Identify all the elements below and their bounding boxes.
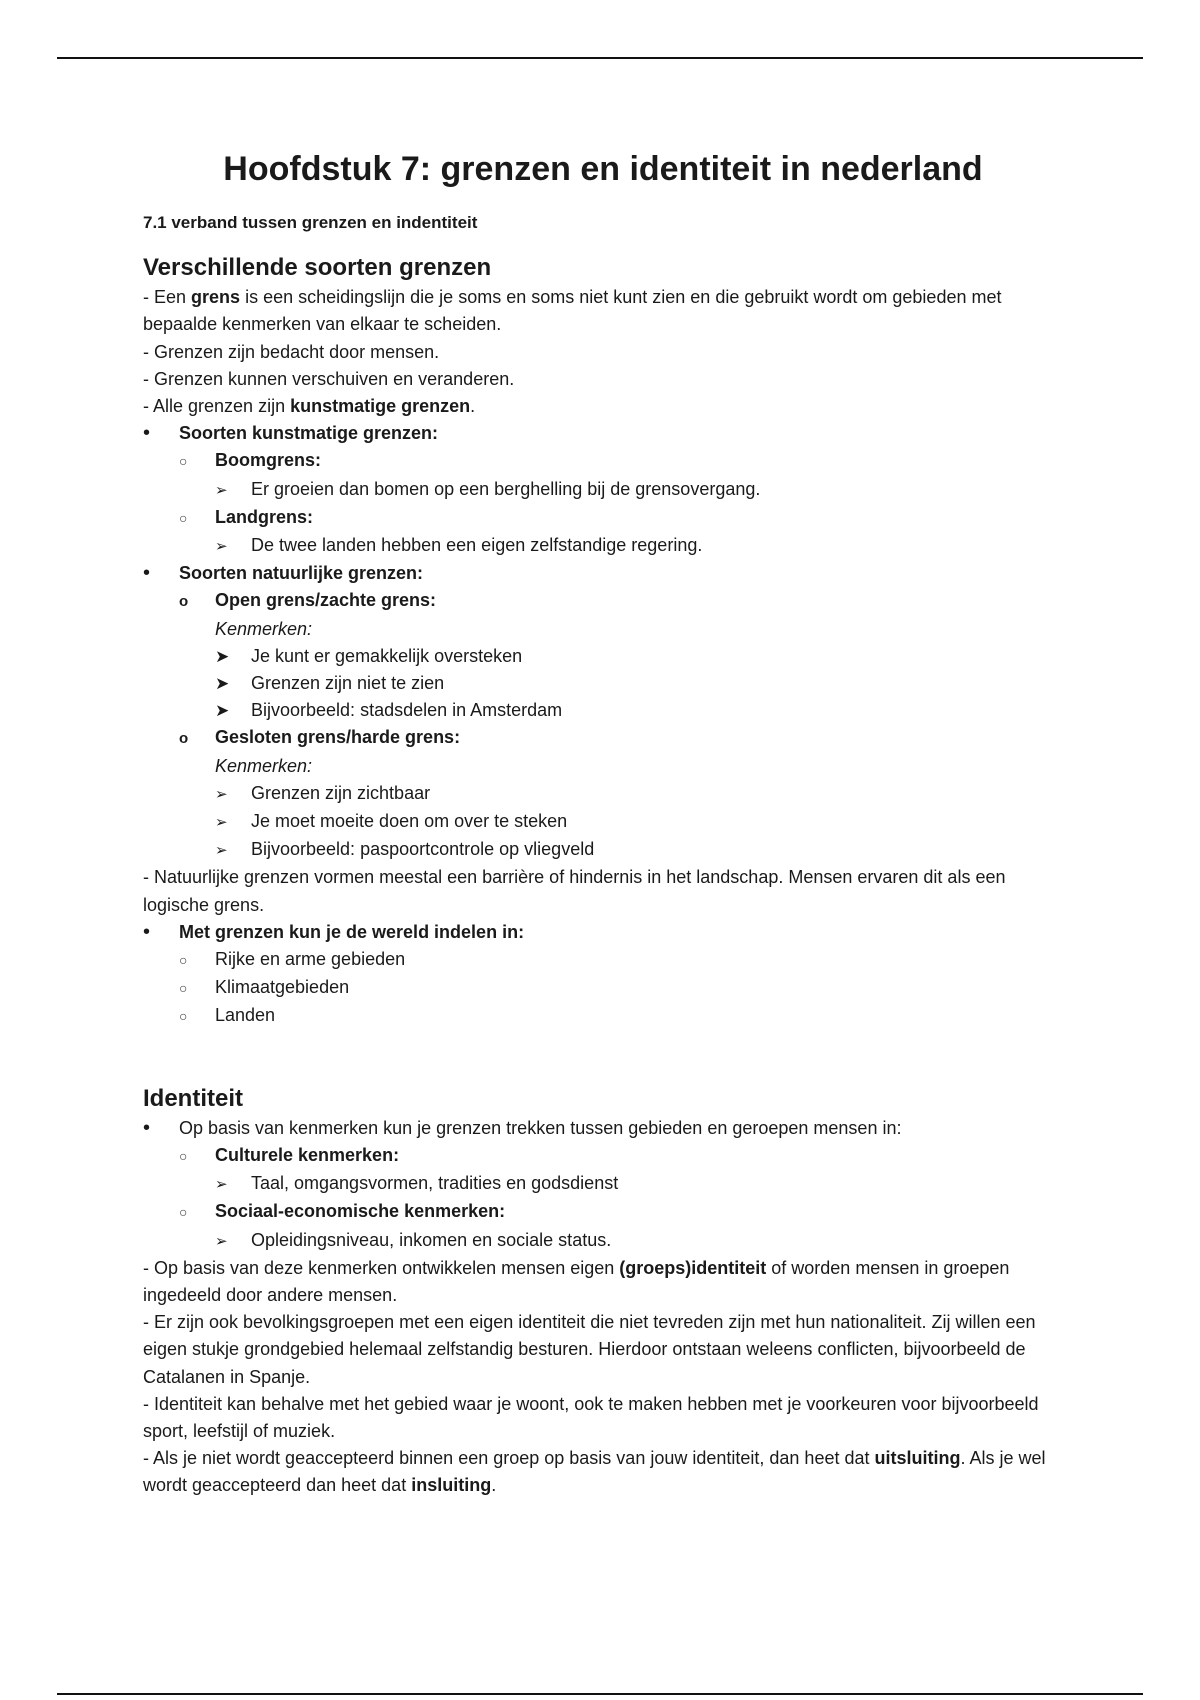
circle-bullet-icon: ○	[179, 952, 188, 969]
arrow-bullet-icon: ➤	[215, 701, 230, 721]
text-run: is een scheidingslijn die je soms en soms niet kunt zien en die gebruikt wordt om gebieden met bepaalde kenmerken van elkaar te scheiden.	[143, 287, 1002, 335]
arrow-bullet-icon: ➢	[215, 842, 228, 860]
circle-bullet-icon: ○	[179, 453, 188, 470]
circle-bullet-icon: ○	[179, 1204, 188, 1221]
text-run: .	[470, 396, 476, 417]
list-item	[143, 697, 1063, 724]
text-run: - Alle grenzen zijn	[143, 396, 291, 417]
text-line: - Grenzen zijn bedacht door mensen.	[143, 341, 440, 362]
text-run: . Als je wel wordt geaccepteerd dan heet dat	[143, 1448, 1046, 1496]
circle-bullet-icon: ○	[179, 1147, 188, 1164]
list-label: Open grens/zachte grens:	[215, 590, 437, 611]
bullet-dot-icon: •	[143, 422, 151, 445]
paragraph-subheading: 7.1 verband tussen grenzen en indentiteit	[143, 213, 478, 232]
circle-bullet-icon: ○	[179, 980, 188, 997]
list-text: De twee landen hebben een eigen zelfstandige regering.	[251, 535, 703, 556]
bullet-dot-icon: •	[143, 562, 151, 585]
list-item	[143, 724, 1063, 752]
circle-bullet-icon: ○	[179, 509, 188, 526]
list-text: Opleidingsniveau, inkomen en sociale status.	[251, 1229, 612, 1250]
bullet-dot-icon: •	[143, 920, 151, 943]
list-item	[143, 670, 1063, 697]
list-label: Boomgrens:	[215, 450, 322, 471]
circle-bullet-icon: o	[179, 730, 189, 748]
list-item	[143, 1142, 1063, 1170]
circle-bullet-icon: o	[179, 593, 189, 611]
circle-bullet-icon: ○	[179, 1008, 188, 1025]
arrow-bullet-icon: ➢	[215, 785, 228, 803]
term-grens: grens	[191, 287, 241, 308]
list-item	[143, 643, 1063, 670]
page-title: Hoofdstuk 7: grenzen en identiteit in nederland	[223, 150, 983, 188]
list-item	[143, 946, 1063, 974]
list-text: Je kunt er gemakkelijk oversteken	[251, 645, 523, 666]
definition-grens	[143, 284, 1063, 338]
list-text: Bijvoorbeeld: paspoortcontrole op vliegveld	[251, 839, 595, 860]
list-text: Klimaatgebieden	[215, 977, 350, 998]
list-item	[143, 504, 1063, 532]
list-item	[143, 476, 1063, 504]
list-item	[143, 587, 1063, 615]
list-item	[143, 808, 1063, 836]
arrow-bullet-icon: ➢	[215, 481, 228, 499]
term-insluiting: insluiting	[411, 1475, 492, 1496]
text-line: - Grenzen kunnen verschuiven en veranderen.	[143, 368, 515, 389]
list-item	[143, 974, 1063, 1002]
list-item	[143, 1002, 1063, 1030]
list-label: Culturele kenmerken:	[215, 1144, 400, 1165]
list-item	[143, 447, 1063, 475]
list-item	[143, 919, 1063, 946]
arrow-bullet-icon: ➢	[215, 1232, 228, 1250]
arrow-bullet-icon: ➢	[215, 1176, 228, 1194]
list-text: Je moet moeite doen om over te steken	[251, 811, 568, 832]
list-text: Bijvoorbeeld: stadsdelen in Amsterdam	[251, 700, 563, 721]
list-item	[143, 1115, 1063, 1142]
list-item	[143, 1198, 1063, 1226]
list-item	[143, 532, 1063, 560]
text-line	[143, 1445, 1063, 1499]
text-run: - Een	[143, 287, 192, 308]
kenmerken-label: Kenmerken:	[215, 755, 313, 776]
list-label: Met grenzen kun je de wereld indelen in:	[179, 921, 525, 942]
section-heading-grenzen: Verschillende soorten grenzen	[143, 254, 492, 282]
arrow-bullet-icon: ➢	[215, 814, 228, 832]
list-item	[143, 1227, 1063, 1255]
text-line: - Natuurlijke grenzen vormen meestal een barrière of hindernis in het landschap. Mensen ervaren dit als een logische grens.	[143, 867, 1006, 915]
list-label: Sociaal-economische kenmerken:	[215, 1201, 506, 1222]
kenmerken-label: Kenmerken:	[215, 618, 313, 639]
list-label: Gesloten grens/harde grens:	[215, 727, 461, 748]
list-label: Landgrens:	[215, 506, 314, 527]
list-item	[143, 560, 1063, 587]
list-text: Rijke en arme gebieden	[215, 949, 406, 970]
document-body	[143, 145, 1063, 1500]
list-label: Soorten natuurlijke grenzen:	[179, 563, 424, 584]
list-text: Grenzen zijn zichtbaar	[251, 782, 431, 803]
arrow-bullet-icon: ➤	[215, 674, 230, 694]
arrow-bullet-icon: ➤	[215, 646, 230, 666]
list-item	[143, 780, 1063, 808]
text-run: .	[491, 1475, 497, 1496]
list-text: Er groeien dan bomen op een berghelling bij de grensovergang.	[251, 478, 761, 499]
text-run: of worden mensen in groepen ingedeeld door andere mensen.	[143, 1257, 1010, 1305]
header-rule	[57, 57, 1143, 59]
list-item	[143, 420, 1063, 447]
text-line	[143, 393, 1063, 420]
text-line	[143, 1255, 1063, 1309]
list-text: Taal, omgangsvormen, tradities en godsdienst	[251, 1173, 619, 1194]
text-line: - Identiteit kan behalve met het gebied waar je woont, ook te maken hebben met je voorkeuren voor bijvoorbeeld sport, leefstijl of muziek.	[143, 1393, 1039, 1441]
list-text: Grenzen zijn niet te zien	[251, 673, 445, 694]
section-heading-identiteit: Identiteit	[143, 1084, 243, 1112]
text-line: - Er zijn ook bevolkingsgroepen met een eigen identiteit die niet tevreden zijn met hun nationaliteit. Zij willen een eigen stukje grondgebied helemaal zelfstandig besturen. Hierdoor ontstaan weleens conflicten, bijvoorbeeld de Catalanen in Spanje.	[143, 1312, 1036, 1387]
list-text: Op basis van kenmerken kun je grenzen trekken tussen gebieden en geroepen mensen in:	[179, 1117, 902, 1138]
list-item	[143, 1170, 1063, 1198]
text-run: - Op basis van deze kenmerken ontwikkelen mensen eigen	[143, 1257, 620, 1278]
list-item	[143, 836, 1063, 864]
list-label: Soorten kunstmatige grenzen:	[179, 423, 439, 444]
arrow-bullet-icon: ➢	[215, 538, 228, 556]
term-uitsluiting: uitsluiting	[874, 1448, 961, 1469]
text-run: - Als je niet wordt geaccepteerd binnen een groep op basis van jouw identiteit, dan heet dat	[143, 1448, 875, 1469]
bullet-dot-icon: •	[143, 1116, 151, 1139]
footer-rule	[57, 1693, 1143, 1695]
term-kunstmatige-grenzen: kunstmatige grenzen	[290, 396, 471, 417]
term-groepsidentiteit: (groeps)identiteit	[619, 1257, 767, 1278]
list-text: Landen	[215, 1005, 276, 1026]
